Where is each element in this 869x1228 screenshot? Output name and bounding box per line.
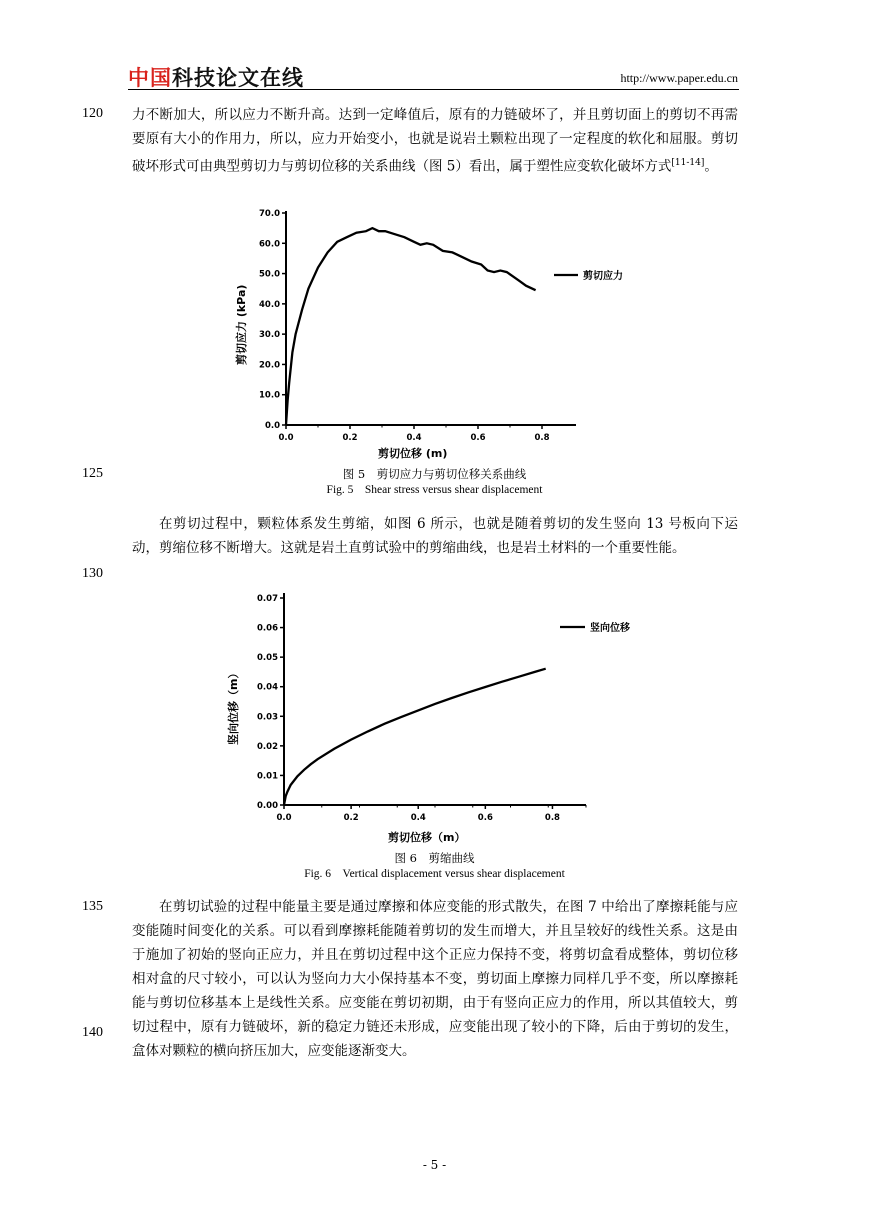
y-tick-label: 0.03 xyxy=(257,712,278,723)
y-tick-label: 0.01 xyxy=(257,771,278,782)
shear-stress-curve xyxy=(286,228,536,425)
line-number: 140 xyxy=(82,1025,103,1040)
y-axis-label: 竖向位移（m） xyxy=(227,667,240,745)
y-tick-label: 0.07 xyxy=(257,594,278,604)
line-number: 120 xyxy=(82,106,103,121)
y-tick-label: 0.00 xyxy=(257,801,278,811)
x-tick-label: 0.6 xyxy=(470,433,486,443)
y-tick-label: 60.0 xyxy=(259,239,280,250)
y-tick-label: 0.06 xyxy=(257,623,278,634)
figure-5-caption-cn: 图 5 剪切应力与剪切位移关系曲线 xyxy=(342,467,527,481)
line-number: 135 xyxy=(82,899,103,914)
paragraph-3: 在剪切试验的过程中能量主要是通过摩擦和体应变能的形式散失，在图 7 中给出了摩擦耗能与应变能随时间变化的关系。可以看到摩擦耗能随着剪切的发生而增大，并且呈较好的线性关系。这是由于施加了初始的竖向正应力，并且在剪切过程中这个正应力保持不变，将剪切盒看成整体，剪切位移相对盒的尺寸较小，可以认为竖向力大小保持基本不变，剪切面上摩擦力同样几乎不变，所以摩擦耗能与剪切位移基本上是线性关系。应变能在剪切初期，由于有竖向正应力的作用，所以其值较大，剪切过程中，原有力链破坏，新的稳定力链还未形成，应变能出现了较小的下降，后由于剪切的发生，盒体对颗粒的横向挤压加大，应变能逐渐变大。 xyxy=(132,899,738,1059)
figure-6-chart xyxy=(218,585,658,853)
y-tick-label: 0.04 xyxy=(257,682,278,693)
x-tick-label: 0.0 xyxy=(278,433,294,443)
header-rule xyxy=(128,89,739,90)
y-tick-label: 0.05 xyxy=(257,653,278,664)
paragraph-1 xyxy=(132,103,738,179)
y-tick-label: 10.0 xyxy=(259,390,280,401)
y-tick-label: 0.0 xyxy=(264,421,280,431)
journal-logo xyxy=(128,62,304,92)
header-url[interactable]: http://www.paper.edu.cn xyxy=(620,71,738,85)
x-tick-label: 0.4 xyxy=(406,433,422,443)
x-tick-label: 0.2 xyxy=(343,813,359,823)
logo-black-text: 科技论文在线 xyxy=(172,66,304,90)
page-number: - 5 - xyxy=(422,1158,447,1172)
citation[interactable]: [11-14] xyxy=(671,158,705,168)
paragraph-1-text: 力不断加大，所以应力不断升高。达到一定峰值后，原有的力链破坏了，并且剪切面上的剪切不再需要原有大小的作用力，所以，应力开始变小，也就是说岩土颗粒出现了一定程度的软化和屈服。剪切破坏形式可由典型剪切力与剪切位移的关系曲线（图 5）看出，属于塑性应变软化破坏方式 xyxy=(132,107,738,175)
y-tick-label: 40.0 xyxy=(259,299,280,310)
vertical-displacement-curve xyxy=(284,669,546,805)
figure-6-caption-en: Fig. 6 Vertical displacement versus shear displacement xyxy=(304,868,565,880)
y-tick-label: 50.0 xyxy=(259,269,280,280)
x-tick-label: 0.2 xyxy=(342,433,358,443)
x-axis-label: 剪切位移 (m) xyxy=(378,447,448,460)
x-tick-label: 0.8 xyxy=(544,813,560,823)
y-tick-label: 30.0 xyxy=(259,330,280,341)
x-tick-label: 0.4 xyxy=(410,813,426,823)
legend-label: 竖向位移 xyxy=(590,623,630,634)
paragraph-1-end: 。 xyxy=(704,158,718,175)
logo-red-text: 中国 xyxy=(128,66,172,90)
legend-label: 剪切应力 xyxy=(583,271,623,282)
y-tick-label: 0.02 xyxy=(257,741,278,752)
figure-5-caption-en: Fig. 5 Shear stress versus shear displacement xyxy=(326,484,543,496)
figure-6-caption-cn: 图 6 剪缩曲线 xyxy=(394,851,475,865)
line-number: 130 xyxy=(82,566,103,581)
y-tick-label: 20.0 xyxy=(259,360,280,371)
x-tick-label: 0.0 xyxy=(276,813,292,823)
x-tick-label: 0.8 xyxy=(534,433,550,443)
x-axis-label: 剪切位移（m） xyxy=(388,831,466,844)
y-tick-label: 70.0 xyxy=(259,209,280,219)
line-number: 125 xyxy=(82,466,103,481)
paragraph-2: 在剪切过程中，颗粒体系发生剪缩，如图 6 所示，也就是随着剪切的发生竖向 13 号板向下运动，剪缩位移不断增大。这就是岩土直剪试验中的剪缩曲线，也是岩土材料的一个重要性能。 xyxy=(132,516,738,556)
figure-5-chart xyxy=(228,203,648,463)
x-tick-label: 0.6 xyxy=(477,813,493,823)
y-axis-label: 剪切应力 (kPa) xyxy=(235,284,248,365)
